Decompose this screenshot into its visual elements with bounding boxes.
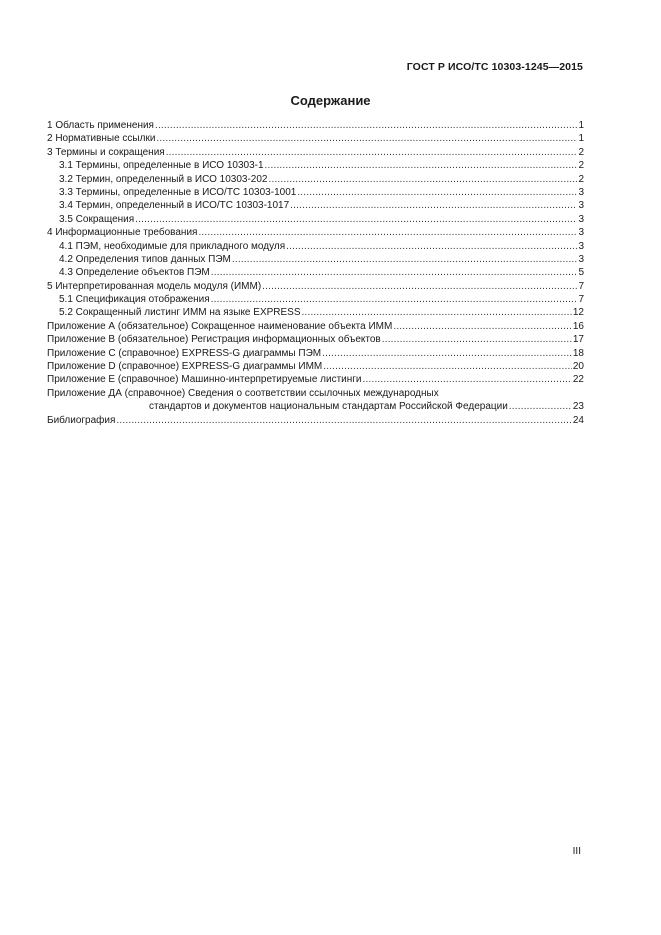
toc-entry-label: 3.2 Термин, определенный в ИСО 10303-202 [59,173,268,185]
page-number: III [572,846,581,857]
toc-leader-dots [262,280,577,293]
toc-leader-dots [269,173,578,186]
toc-entry-label: Приложение В (обязательное) Регистрация информационных объектов [47,334,381,346]
toc-entry-page: 2 [578,160,584,172]
toc-entry-information-requirements[interactable] [47,226,584,239]
toc-entry-label: Приложение А (обязательное) Сокращенное наименование объекта ИММ [47,320,393,332]
toc-entry-3-2[interactable] [47,173,584,186]
toc-leader-dots [232,253,578,266]
toc-entry-terms[interactable] [47,146,584,159]
toc-entry-page: 1 [578,119,584,131]
toc-entry-label: 4 Информационные требования [47,227,198,239]
toc-entry-5-2[interactable] [47,306,584,319]
toc-entry-3-3[interactable] [47,186,584,199]
toc-entry-label-continuation: стандартов и документов национальным стандартам Российской Федерации [149,401,508,413]
toc-leader-dots [382,333,572,346]
toc-entry-label: 1 Область применения [47,119,154,131]
toc-entry-page: 3 [578,186,584,198]
toc-entry-scope[interactable] [47,119,584,132]
toc-entry-annex-c[interactable] [47,347,584,360]
toc-entry-annex-da[interactable] [47,387,584,414]
toc-entry-bibliography[interactable] [47,414,584,427]
toc-entry-page: 3 [578,227,584,239]
toc-leader-dots [211,293,578,306]
toc-entry-label: 3.4 Термин, определенный в ИСО/ТС 10303-1017 [59,200,290,212]
toc-entry-5-1[interactable] [47,293,584,306]
toc-entry-page: 2 [578,146,584,158]
toc-entry-label: 4.3 Определение объектов ПЭМ [59,267,210,279]
toc-leader-dots [135,213,577,226]
toc-entry-label: 5.2 Сокращенный листинг ИММ на языке EXPRESS [59,307,301,319]
toc-entry-page: 22 [572,374,584,386]
toc-leader-dots [322,347,572,360]
toc-entry-page: 3 [578,200,584,212]
toc-entry-label: 3.5 Сокращения [59,213,135,225]
toc-entry-4-2[interactable] [47,253,584,266]
toc-entry-page: 2 [578,173,584,185]
toc-entry-page: 20 [572,361,584,373]
toc-title: Содержание [290,93,371,108]
toc-entry-label: 4.1 ПЭМ, необходимые для прикладного модуля [59,240,286,252]
toc-leader-dots [363,373,572,386]
toc-leader-dots [265,159,578,172]
toc-entry-page: 18 [572,347,584,359]
toc-entry-3-5[interactable] [47,213,584,226]
toc-leader-dots [302,306,572,319]
toc-entry-label: Приложение D (справочное) EXPRESS-G диаграммы ИММ [47,361,323,373]
toc-leader-dots [393,320,572,333]
toc-entry-3-4[interactable] [47,199,584,212]
document-header: ГОСТ Р ИСО/ТС 10303-1245—2015 [406,61,583,73]
toc-entry-page: 7 [578,294,584,306]
toc-leader-dots [290,199,577,212]
toc-entry-label: 3 Термины и сокращения [47,146,165,158]
toc-leader-dots [297,186,577,199]
toc-entry-page: 5 [578,267,584,279]
toc-entry-page: 12 [572,307,584,319]
toc-leader-dots [116,414,571,427]
toc-entry-page: 3 [578,240,584,252]
toc-entry-label: Приложение Е (справочное) Машинно-интерпретируемые листинги [47,374,362,386]
toc-entry-label: Приложение ДА (справочное) Сведения о соответствии ссылочных международных [47,387,439,399]
toc-entry-label: 2 Нормативные ссылки [47,133,156,145]
toc-entry-annex-d[interactable] [47,360,584,373]
toc-entry-page: 1 [578,133,584,145]
toc-entry-page: 23 [572,401,584,413]
toc-entry-page: 3 [578,213,584,225]
toc-entry-page: 24 [572,414,584,426]
toc-entry-4-1[interactable] [47,240,584,253]
toc-entry-page: 7 [578,280,584,292]
toc-entry-annex-e[interactable] [47,373,584,386]
toc-entry-page: 16 [572,320,584,332]
toc-leader-dots [323,360,572,373]
toc-leader-dots [198,226,577,239]
toc-leader-dots [166,146,578,159]
toc-entry-label: 5 Интерпретированная модель модуля (ИММ) [47,280,262,292]
toc-entry-interpreted-model[interactable] [47,280,584,293]
toc-entry-label: 3.3 Термины, определенные в ИСО/ТС 10303-1001 [59,186,297,198]
toc-entry-page: 17 [572,334,584,346]
toc-entry-annex-b[interactable] [47,333,584,346]
table-of-contents [47,119,584,427]
toc-leader-dots [286,240,577,253]
toc-entry-page: 3 [578,253,584,265]
toc-leader-dots [211,266,578,279]
toc-entry-label: Библиография [47,414,116,426]
toc-entry-normative-references[interactable] [47,132,584,145]
toc-leader-dots [156,132,577,145]
toc-entry-label: 4.2 Определения типов данных ПЭМ [59,253,231,265]
toc-entry-4-3[interactable] [47,266,584,279]
toc-entry-label: Приложение С (справочное) EXPRESS-G диаграммы ПЭМ [47,347,322,359]
toc-entry-label: 3.1 Термины, определенные в ИСО 10303-1 [59,160,264,172]
toc-entry-label: 5.1 Спецификация отображения [59,294,210,306]
toc-entry-annex-a[interactable] [47,320,584,333]
toc-entry-3-1[interactable] [47,159,584,172]
toc-leader-dots [509,400,572,413]
toc-leader-dots [155,119,577,132]
